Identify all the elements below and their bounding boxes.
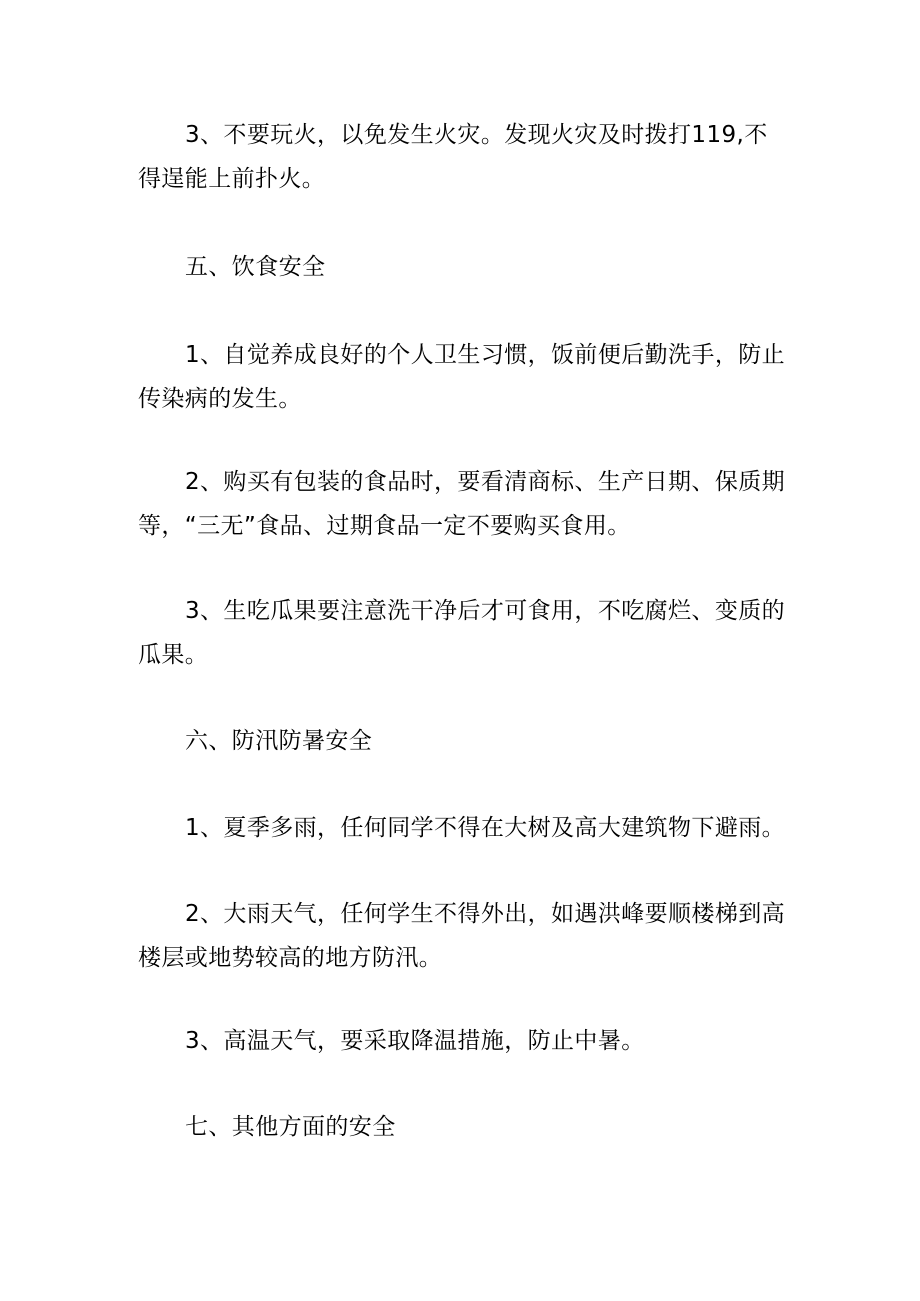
section-heading-other-safety: 七、其他方面的安全 — [185, 1114, 396, 1140]
paragraph-heat-safety-3: 3、高温天气，要采取降温措施，防止中暑。 — [185, 1028, 645, 1054]
paragraph-flood-safety-2: 2、大雨天气，任何学生不得外出，如遇洪峰要顺楼梯到高楼层或地势较高的地方防汛。 — [138, 901, 786, 971]
section-heading-flood-heat-safety: 六、防汛防暑安全 — [185, 728, 373, 754]
paragraph-food-safety-1: 1、自觉养成良好的个人卫生习惯，饭前便后勤洗手，防止传染病的发生。 — [138, 342, 786, 412]
paragraph-food-safety-2: 2、购买有包装的食品时，要看清商标、生产日期、保质期等，“三无”食品、过期食品一定不要购买食用。 — [138, 469, 786, 539]
paragraph-flood-safety-1: 1、夏季多雨，任何同学不得在大树及高大建筑物下避雨。 — [185, 815, 786, 841]
paragraph-fire-safety-3: 3、不要玩火，以免发生火灾。发现火灾及时拨打119,不得逞能上前扑火。 — [138, 122, 768, 192]
paragraph-food-safety-3: 3、生吃瓜果要注意洗干净后才可食用，不吃腐烂、变质的瓜果。 — [138, 598, 786, 668]
section-heading-food-safety: 五、饮食安全 — [185, 254, 326, 280]
